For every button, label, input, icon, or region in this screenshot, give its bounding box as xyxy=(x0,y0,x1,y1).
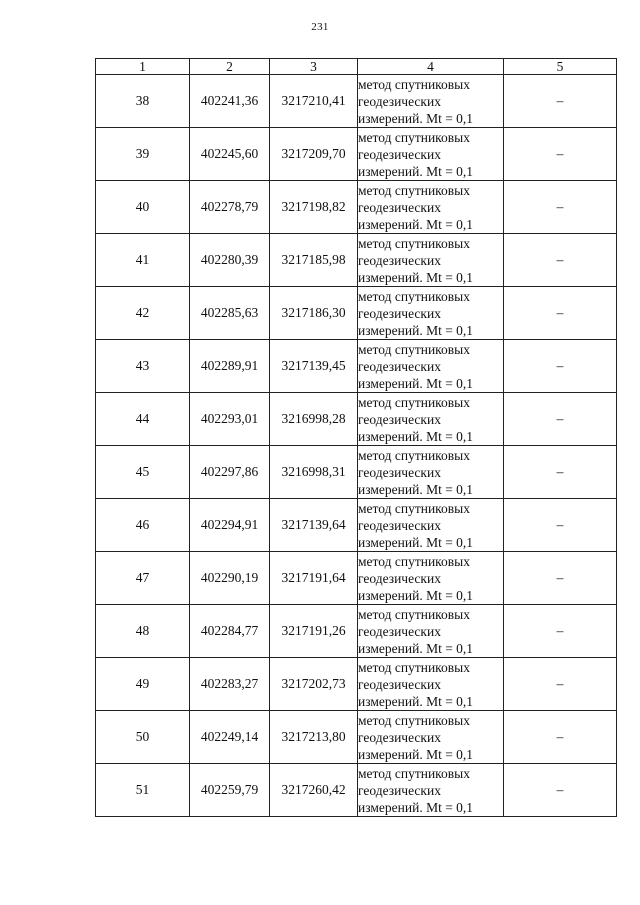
accuracy-cell: – xyxy=(504,446,617,499)
accuracy-cell: – xyxy=(504,605,617,658)
method-cell xyxy=(358,128,504,181)
accuracy-cell: – xyxy=(504,393,617,446)
header-row xyxy=(96,59,617,75)
y-coordinate-cell: 3217213,80 xyxy=(270,711,358,764)
x-coordinate-cell: 402289,91 xyxy=(190,340,270,393)
method-line: метод спутниковых xyxy=(358,659,470,675)
x-coordinate-cell: 402278,79 xyxy=(190,181,270,234)
method-line: геодезических xyxy=(358,305,441,321)
method-line: геодезических xyxy=(358,729,441,745)
method-cell xyxy=(358,234,504,287)
header-col-4: 4 xyxy=(358,59,504,75)
x-coordinate-cell: 402290,19 xyxy=(190,552,270,605)
method-line: метод спутниковых xyxy=(358,765,470,781)
method-line: метод спутниковых xyxy=(358,235,470,251)
y-coordinate-cell: 3217185,98 xyxy=(270,234,358,287)
table-header xyxy=(96,59,617,75)
header-col-2: 2 xyxy=(190,59,270,75)
point-number-cell: 44 xyxy=(96,393,190,446)
y-coordinate-cell: 3217202,73 xyxy=(270,658,358,711)
table-row xyxy=(96,711,617,764)
x-coordinate-cell: 402241,36 xyxy=(190,75,270,128)
method-cell xyxy=(358,658,504,711)
method-line: метод спутниковых xyxy=(358,182,470,198)
method-line: геодезических xyxy=(358,782,441,798)
method-line: геодезических xyxy=(358,199,441,215)
method-cell xyxy=(358,340,504,393)
x-coordinate-cell: 402280,39 xyxy=(190,234,270,287)
header-col-3: 3 xyxy=(270,59,358,75)
method-cell xyxy=(358,181,504,234)
method-line: измерений. Mt = 0,1 xyxy=(358,640,474,656)
method-line: метод спутниковых xyxy=(358,129,470,145)
method-line: метод спутниковых xyxy=(358,500,470,516)
method-line: метод спутниковых xyxy=(358,606,470,622)
method-cell xyxy=(358,711,504,764)
method-line: измерений. Mt = 0,1 xyxy=(358,534,474,550)
y-coordinate-cell: 3217210,41 xyxy=(270,75,358,128)
method-cell xyxy=(358,499,504,552)
method-line: измерений. Mt = 0,1 xyxy=(358,481,474,497)
method-line: геодезических xyxy=(358,676,441,692)
coordinates-table xyxy=(95,58,617,817)
y-coordinate-cell: 3217191,64 xyxy=(270,552,358,605)
method-line: геодезических xyxy=(358,146,441,162)
method-line: измерений. Mt = 0,1 xyxy=(358,163,474,179)
x-coordinate-cell: 402293,01 xyxy=(190,393,270,446)
method-line: геодезических xyxy=(358,411,441,427)
method-cell xyxy=(358,446,504,499)
method-line: измерений. Mt = 0,1 xyxy=(358,428,474,444)
table-row xyxy=(96,499,617,552)
x-coordinate-cell: 402249,14 xyxy=(190,711,270,764)
header-col-1: 1 xyxy=(96,59,190,75)
point-number-cell: 41 xyxy=(96,234,190,287)
y-coordinate-cell: 3217139,64 xyxy=(270,499,358,552)
table-row xyxy=(96,340,617,393)
point-number-cell: 50 xyxy=(96,711,190,764)
table-row xyxy=(96,658,617,711)
method-line: измерений. Mt = 0,1 xyxy=(358,693,474,709)
accuracy-cell: – xyxy=(504,234,617,287)
method-line: метод спутниковых xyxy=(358,394,470,410)
method-line: метод спутниковых xyxy=(358,76,470,92)
table-row xyxy=(96,287,617,340)
accuracy-cell: – xyxy=(504,128,617,181)
x-coordinate-cell: 402283,27 xyxy=(190,658,270,711)
y-coordinate-cell: 3217209,70 xyxy=(270,128,358,181)
point-number-cell: 39 xyxy=(96,128,190,181)
method-line: геодезических xyxy=(358,570,441,586)
y-coordinate-cell: 3216998,31 xyxy=(270,446,358,499)
point-number-cell: 47 xyxy=(96,552,190,605)
method-line: измерений. Mt = 0,1 xyxy=(358,216,474,232)
accuracy-cell: – xyxy=(504,658,617,711)
table-row xyxy=(96,128,617,181)
table-body xyxy=(96,75,617,817)
method-line: метод спутниковых xyxy=(358,553,470,569)
accuracy-cell: – xyxy=(504,340,617,393)
method-line: метод спутниковых xyxy=(358,288,470,304)
accuracy-cell: – xyxy=(504,552,617,605)
y-coordinate-cell: 3216998,28 xyxy=(270,393,358,446)
point-number-cell: 43 xyxy=(96,340,190,393)
method-cell xyxy=(358,552,504,605)
point-number-cell: 38 xyxy=(96,75,190,128)
accuracy-cell: – xyxy=(504,181,617,234)
method-line: геодезических xyxy=(358,464,441,480)
method-line: измерений. Mt = 0,1 xyxy=(358,746,474,762)
header-col-5: 5 xyxy=(504,59,617,75)
method-cell xyxy=(358,393,504,446)
point-number-cell: 48 xyxy=(96,605,190,658)
method-line: измерений. Mt = 0,1 xyxy=(358,375,474,391)
point-number-cell: 49 xyxy=(96,658,190,711)
accuracy-cell: – xyxy=(504,287,617,340)
table-row xyxy=(96,181,617,234)
x-coordinate-cell: 402294,91 xyxy=(190,499,270,552)
method-line: геодезических xyxy=(358,358,441,374)
method-line: метод спутниковых xyxy=(358,712,470,728)
y-coordinate-cell: 3217260,42 xyxy=(270,764,358,817)
method-line: измерений. Mt = 0,1 xyxy=(358,587,474,603)
table-row xyxy=(96,446,617,499)
table-row xyxy=(96,764,617,817)
table-row xyxy=(96,393,617,446)
method-line: геодезических xyxy=(358,93,441,109)
method-cell xyxy=(358,605,504,658)
y-coordinate-cell: 3217186,30 xyxy=(270,287,358,340)
point-number-cell: 42 xyxy=(96,287,190,340)
x-coordinate-cell: 402297,86 xyxy=(190,446,270,499)
table-row xyxy=(96,605,617,658)
y-coordinate-cell: 3217139,45 xyxy=(270,340,358,393)
method-cell xyxy=(358,764,504,817)
method-line: измерений. Mt = 0,1 xyxy=(358,269,474,285)
method-line: метод спутниковых xyxy=(358,341,470,357)
point-number-cell: 40 xyxy=(96,181,190,234)
method-line: измерений. Mt = 0,1 xyxy=(358,799,474,815)
accuracy-cell: – xyxy=(504,711,617,764)
x-coordinate-cell: 402285,63 xyxy=(190,287,270,340)
point-number-cell: 45 xyxy=(96,446,190,499)
point-number-cell: 46 xyxy=(96,499,190,552)
y-coordinate-cell: 3217198,82 xyxy=(270,181,358,234)
table-row xyxy=(96,75,617,128)
x-coordinate-cell: 402259,79 xyxy=(190,764,270,817)
accuracy-cell: – xyxy=(504,75,617,128)
method-line: геодезических xyxy=(358,517,441,533)
y-coordinate-cell: 3217191,26 xyxy=(270,605,358,658)
method-line: измерений. Mt = 0,1 xyxy=(358,110,474,126)
point-number-cell: 51 xyxy=(96,764,190,817)
method-line: геодезических xyxy=(358,623,441,639)
table-row xyxy=(96,552,617,605)
method-line: геодезических xyxy=(358,252,441,268)
accuracy-cell: – xyxy=(504,499,617,552)
method-cell xyxy=(358,287,504,340)
x-coordinate-cell: 402284,77 xyxy=(190,605,270,658)
accuracy-cell: – xyxy=(504,764,617,817)
method-line: измерений. Mt = 0,1 xyxy=(358,322,474,338)
method-cell xyxy=(358,75,504,128)
table-row xyxy=(96,234,617,287)
page-number: 231 xyxy=(311,21,329,33)
x-coordinate-cell: 402245,60 xyxy=(190,128,270,181)
method-line: метод спутниковых xyxy=(358,447,470,463)
